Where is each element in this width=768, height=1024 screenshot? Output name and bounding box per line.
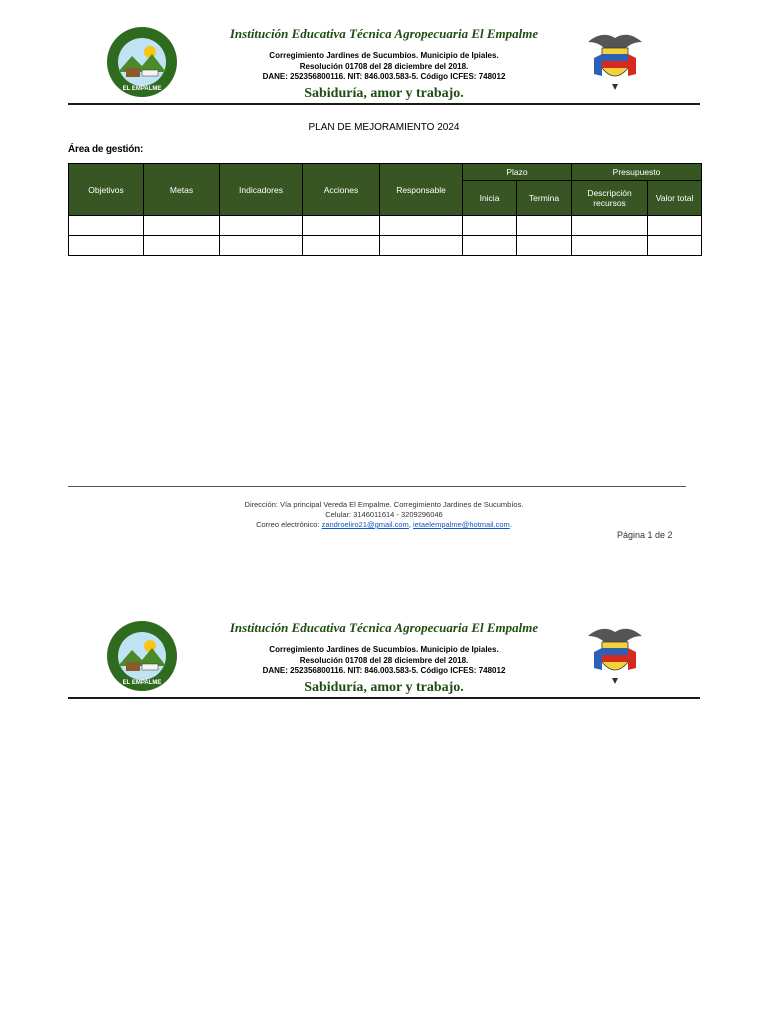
table-cell[interactable] [517, 216, 572, 236]
svg-text:EL EMPALME: EL EMPALME [122, 680, 162, 686]
svg-text:EL EMPALME: EL EMPALME [122, 86, 162, 92]
info-line-resolution: Resolución 01708 del 28 diciembre del 2018. [299, 61, 469, 71]
header-inicia: Inicia [463, 181, 517, 216]
header-termina: Termina [517, 181, 572, 216]
info-line-location: Corregimiento Jardines de Sucumbíos. Municipio de Ipiales. [269, 51, 499, 60]
info-line-resolution: Resolución 01708 del 28 diciembre del 2018. [299, 655, 469, 665]
table-row [69, 236, 702, 256]
header-acciones: Acciones [303, 164, 380, 216]
table-cell[interactable] [144, 216, 220, 236]
header-valor-total: Valor total [648, 181, 702, 216]
header-metas: Metas [144, 164, 220, 216]
table-cell[interactable] [380, 216, 463, 236]
page-number: Página 1 de 2 [617, 530, 673, 540]
footer [0, 500, 768, 530]
email-link-2[interactable]: ietaelempalme@hotmail.com [412, 520, 510, 529]
motto: Sabiduría, amor y trabajo. [304, 86, 464, 101]
table-cell[interactable] [463, 236, 517, 256]
email-link-1[interactable]: zandroeliro21@gmail.com [321, 520, 409, 529]
table-cell[interactable] [303, 236, 380, 256]
area-label: Área de gestión: [68, 144, 144, 155]
table-cell[interactable] [572, 236, 648, 256]
info-line-codes: DANE: 252356800116. NIT: 846.003.583-5. Código ICFES: 748012 [262, 72, 506, 81]
table-cell[interactable] [572, 216, 648, 236]
table-cell[interactable] [648, 216, 702, 236]
table-cell[interactable] [463, 216, 517, 236]
header-rule [68, 103, 700, 105]
header-presupuesto: Presupuesto [572, 164, 702, 181]
info-line-codes: DANE: 252356800116. NIT: 846.003.583-5. Código ICFES: 748012 [262, 666, 506, 675]
table-cell[interactable] [220, 216, 303, 236]
table-row [69, 216, 702, 236]
page-2-header [68, 616, 700, 700]
institution-name: Institución Educativa Técnica Agropecuaria El Empalme [229, 620, 539, 635]
header-responsable: Responsable [380, 164, 463, 216]
header-rule [68, 697, 700, 699]
table-cell[interactable] [380, 236, 463, 256]
footer-email-label: Correo electrónico: [256, 520, 320, 529]
footer-address: Dirección: Vía principal Vereda El Empalme. Corregimiento Jardines de Sucumbíos. [244, 500, 524, 509]
table-cell[interactable] [517, 236, 572, 256]
motto: Sabiduría, amor y trabajo. [304, 680, 464, 695]
colombia-crest [582, 28, 648, 94]
table-cell[interactable] [144, 236, 220, 256]
header-objetivos: Objetivos [69, 164, 144, 216]
table-cell[interactable] [648, 236, 702, 256]
table-cell[interactable] [69, 216, 144, 236]
improvement-plan-table [68, 163, 702, 256]
info-line-location: Corregimiento Jardines de Sucumbíos. Municipio de Ipiales. [269, 645, 499, 654]
footer-email-line: Correo electrónico: zandroeliro21@gmail.com, ietaelempalme@hotmail.com. [256, 520, 512, 529]
header-descripcion-recursos: Descripción recursos [572, 181, 648, 216]
header-indicadores: Indicadores [220, 164, 303, 216]
table-cell[interactable] [303, 216, 380, 236]
footer-rule [68, 486, 686, 487]
footer-phone: Celular: 3146011614 - 3209296046 [325, 510, 443, 519]
header-plazo: Plazo [463, 164, 572, 181]
page-header [68, 22, 700, 106]
table-cell[interactable] [69, 236, 144, 256]
institution-name: Institución Educativa Técnica Agropecuaria El Empalme [229, 26, 539, 41]
table-cell[interactable] [220, 236, 303, 256]
colombia-crest [582, 622, 648, 688]
document-title: PLAN DE MEJORAMIENTO 2024 [308, 122, 460, 133]
